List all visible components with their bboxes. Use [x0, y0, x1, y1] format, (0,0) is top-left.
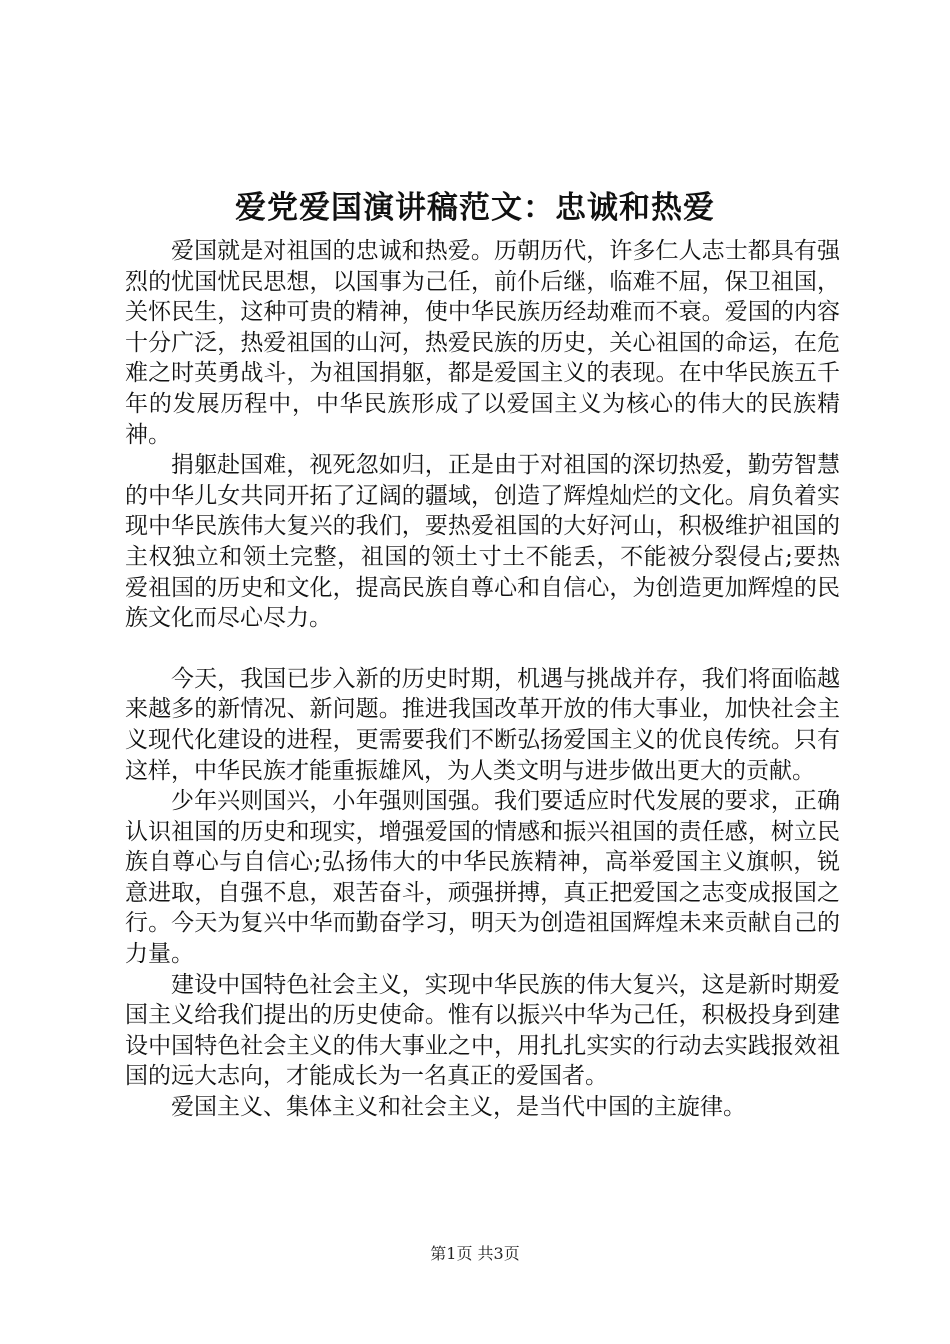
paragraph-gap: [125, 634, 840, 664]
paragraph-4: 少年兴则国兴，小年强则国强。我们要适应时代发展的要求，正确认识祖国的历史和现实，增强爱国的情感和振兴祖国的责任感，树立民族自尊心与自信心;弘扬伟大的中华民族精神，高举爱国主义旗帜，锐意进取，自强不息，艰苦奋斗，顽强拼搏，真正把爱国之志变成报国之行。今天为复兴中华而勤奋学习，明天为创造祖国辉煌未来贡献自己的力量。: [125, 788, 840, 968]
paragraph-3: 今天，我国已步入新的历史时期，机遇与挑战并存，我们将面临越来越多的新情况、新问题。推进我国改革开放的伟大事业，加快社会主义现代化建设的进程，更需要我们不断弘扬爱国主义的优良传统。只有这样，中华民族才能重振雄风，为人类文明与进步做出更大的贡献。: [125, 665, 840, 784]
document-body: [125, 236, 840, 1123]
paragraph-1: 爱国就是对祖国的忠诚和热爱。历朝历代，许多仁人志士都具有强烈的忧国忧民思想，以国事为己任，前仆后继，临难不屈，保卫祖国，关怀民生，这种可贵的精神，使中华民族历经劫难而不衰。爱国的内容十分广泛，热爱祖国的山河，热爱民族的历史，关心祖国的命运，在危难之时英勇战斗，为祖国捐躯，都是爱国主义的表现。在中华民族五千年的发展历程中，中华民族形成了以爱国主义为核心的伟大的民族精神。: [125, 238, 840, 448]
paragraph-2: 捐躯赴国难，视死忽如归，正是由于对祖国的深切热爱，勤劳智慧的中华儿女共同开拓了辽阔的疆域，创造了辉煌灿烂的文化。肩负着实现中华民族伟大复兴的我们，要热爱祖国的大好河山，积极维护祖国的主权独立和领土完整，祖国的领土寸土不能丢，不能被分裂侵占;要热爱祖国的历史和文化，提高民族自尊心和自信心，为创造更加辉煌的民族文化而尽心尽力。: [125, 452, 840, 632]
paragraph-5: 建设中国特色社会主义，实现中华民族的伟大复兴，这是新时期爱国主义给我们提出的历史使命。惟有以振兴中华为己任，积极投身到建设中国特色社会主义的伟大事业之中，用扎扎实实的行动去实践报效祖国的远大志向，才能成长为一名真正的爱国者。: [125, 971, 840, 1090]
document-title: 爱党爱国演讲稿范文：忠诚和热爱: [235, 190, 715, 226]
paragraph-6: 爱国主义、集体主义和社会主义，是当代中国的主旋律。: [171, 1094, 746, 1121]
page-number-footer: 第1页 共3页: [430, 1244, 520, 1263]
